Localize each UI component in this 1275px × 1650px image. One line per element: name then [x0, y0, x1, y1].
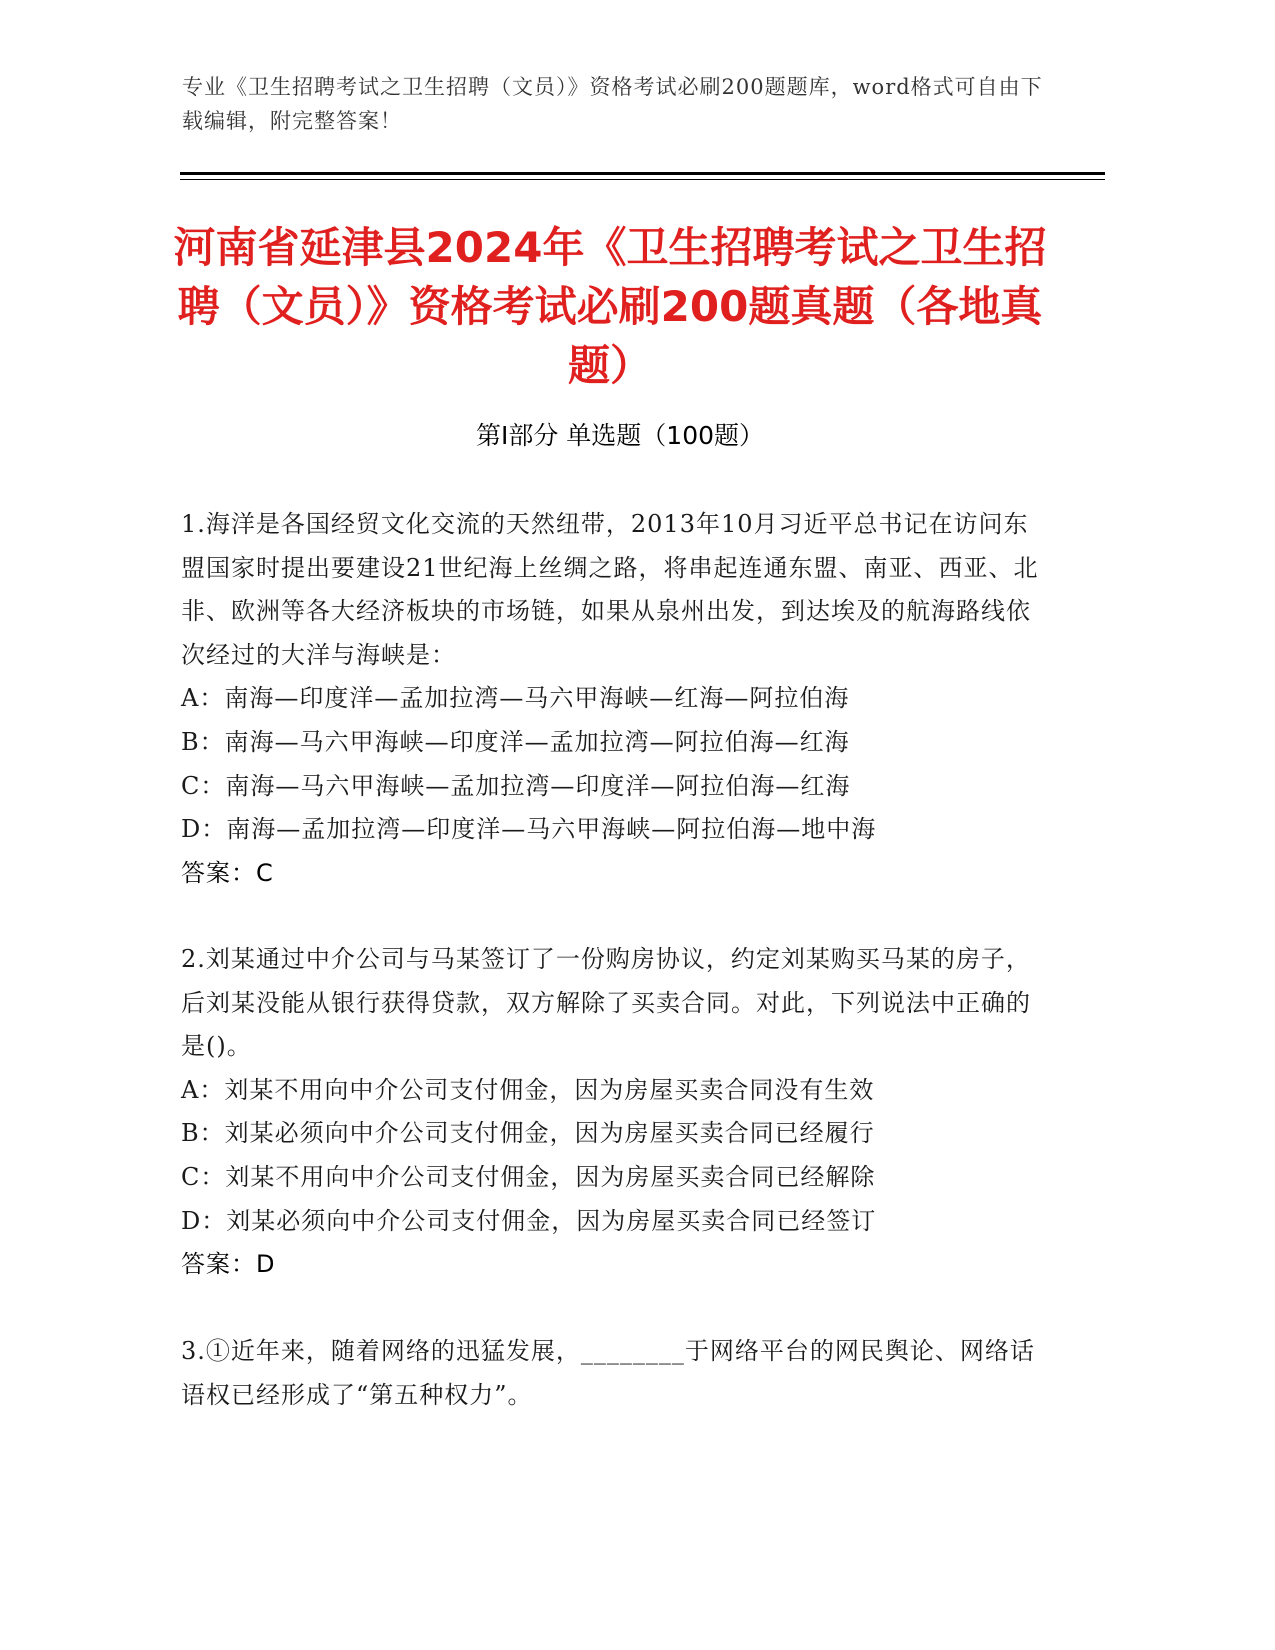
header-note: 专业《卫生招聘考试之卫生招聘（文员）》资格考试必刷200题题库，word格式可自由下载编辑，附完整答案！ [182, 75, 1043, 133]
question-block [181, 1330, 1041, 1417]
option-d: D：刘某必须向中介公司支付佣金，因为房屋买卖合同已经签订 [181, 1206, 877, 1235]
header-divider-thin [180, 179, 1105, 180]
question-stem: 2.刘某通过中介公司与马某签订了一份购房协议，约定刘某购买马某的房子，后刘某没能从银行获得贷款，双方解除了买卖合同。对此，下列说法中正确的是()。 [181, 945, 1031, 1061]
document-title: 河南省延津县2024年《卫生招聘考试之卫生招聘（文员）》资格考试必刷200题真题（各地真题） [173, 223, 1047, 390]
option-d: D：南海—孟加拉湾—印度洋—马六甲海峡—阿拉伯海—地中海 [181, 815, 877, 844]
question-block [181, 938, 1041, 1287]
section-heading: 第I部分 单选题（100题） [475, 421, 765, 450]
option-c: C：南海—马六甲海峡—孟加拉湾—印度洋—阿拉伯海—红海 [181, 771, 851, 800]
answer-line: 答案：C [181, 858, 274, 887]
header-divider-thick [180, 172, 1105, 175]
option-c: C：刘某不用向中介公司支付佣金，因为房屋买卖合同已经解除 [181, 1162, 876, 1191]
question-stem: 1.海洋是各国经贸文化交流的天然纽带，2013年10月习近平总书记在访问东盟国家时提出要建设21世纪海上丝绸之路，将串起连通东盟、南亚、西亚、北非、欧洲等各大经济板块的市场链，如果从泉州出发，到达埃及的航海路线依次经过的大洋与海峡是： [181, 510, 1039, 669]
option-b: B：南海—马六甲海峡—印度洋—孟加拉湾—阿拉伯海—红海 [181, 727, 850, 756]
option-a: A：刘某不用向中介公司支付佣金，因为房屋买卖合同没有生效 [181, 1075, 875, 1104]
option-a: A：南海—印度洋—孟加拉湾—马六甲海峡—红海—阿拉伯海 [181, 684, 850, 713]
question-stem: 3.①近年来，随着网络的迅猛发展，________于网络平台的网民舆论、网络话语权已经形成了“第五种权力”。 [181, 1337, 1035, 1409]
option-b: B：刘某必须向中介公司支付佣金，因为房屋买卖合同已经履行 [181, 1119, 875, 1148]
answer-line: 答案：D [181, 1250, 276, 1279]
question-block [181, 503, 1041, 895]
